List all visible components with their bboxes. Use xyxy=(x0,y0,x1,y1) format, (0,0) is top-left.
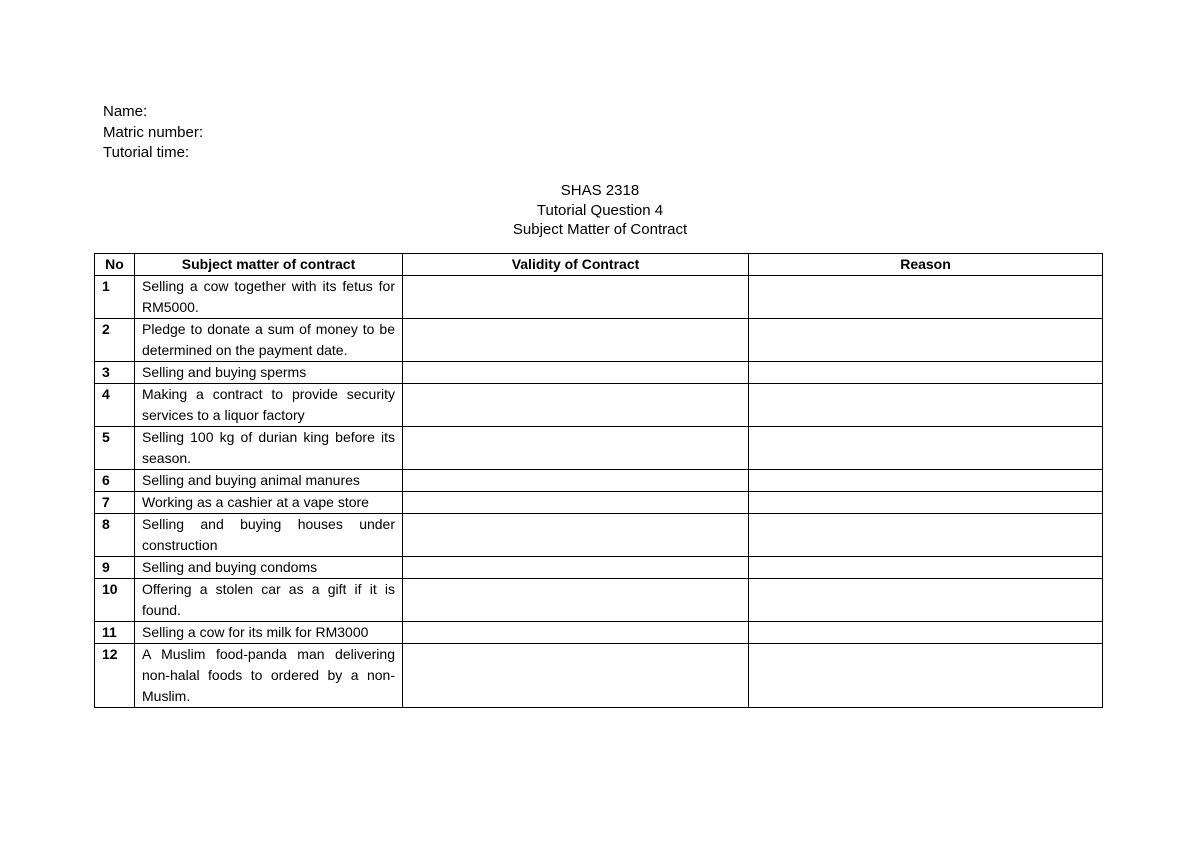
table-row xyxy=(95,276,1103,319)
validity-cell[interactable] xyxy=(403,492,749,514)
table-row xyxy=(95,362,1103,384)
table-row xyxy=(95,514,1103,557)
row-number: 4 xyxy=(95,384,135,427)
row-number: 2 xyxy=(95,319,135,362)
header-no: No xyxy=(95,254,135,276)
table-header-row xyxy=(95,254,1103,276)
subject-cell: Making a contract to provide security services to a liquor factory xyxy=(135,384,403,427)
table-row xyxy=(95,427,1103,470)
reason-cell[interactable] xyxy=(749,492,1103,514)
validity-cell[interactable] xyxy=(403,514,749,557)
reason-cell[interactable] xyxy=(749,276,1103,319)
row-number: 10 xyxy=(95,579,135,622)
reason-cell[interactable] xyxy=(749,362,1103,384)
row-number: 1 xyxy=(95,276,135,319)
name-label: Name: xyxy=(103,103,148,120)
topic-title: Subject Matter of Contract xyxy=(512,221,688,238)
validity-cell[interactable] xyxy=(403,276,749,319)
validity-cell[interactable] xyxy=(403,579,749,622)
table-row xyxy=(95,470,1103,492)
reason-cell[interactable] xyxy=(749,470,1103,492)
subject-cell: Selling and buying animal manures xyxy=(135,470,403,492)
table-row xyxy=(95,319,1103,362)
validity-cell[interactable] xyxy=(403,622,749,644)
table-row xyxy=(95,384,1103,427)
row-number: 11 xyxy=(95,622,135,644)
subject-cell: Offering a stolen car as a gift if it is found. xyxy=(135,579,403,622)
reason-cell[interactable] xyxy=(749,514,1103,557)
header-subject-matter: Subject matter of contract xyxy=(135,254,403,276)
validity-cell[interactable] xyxy=(403,427,749,470)
validity-cell[interactable] xyxy=(403,319,749,362)
validity-cell[interactable] xyxy=(403,362,749,384)
reason-cell[interactable] xyxy=(749,427,1103,470)
validity-cell[interactable] xyxy=(403,644,749,708)
subject-cell: Selling 100 kg of durian king before its season. xyxy=(135,427,403,470)
subject-cell: A Muslim food-panda man delivering non-halal foods to ordered by a non-Muslim. xyxy=(135,644,403,708)
reason-cell[interactable] xyxy=(749,622,1103,644)
row-number: 7 xyxy=(95,492,135,514)
row-number: 8 xyxy=(95,514,135,557)
matric-number-label: Matric number: xyxy=(103,123,204,141)
table-row xyxy=(95,622,1103,644)
document-heading xyxy=(0,181,1200,240)
row-number: 12 xyxy=(95,644,135,708)
tutorial-table xyxy=(94,253,1103,708)
row-number: 9 xyxy=(95,557,135,579)
student-info-block xyxy=(103,102,203,164)
subject-cell: Pledge to donate a sum of money to be determined on the payment date. xyxy=(135,319,403,362)
row-number: 6 xyxy=(95,470,135,492)
course-code: SHAS 2318 xyxy=(560,182,640,199)
subject-cell: Selling a cow for its milk for RM3000 xyxy=(135,622,403,644)
subject-cell: Selling a cow together with its fetus for RM5000. xyxy=(135,276,403,319)
subject-cell: Selling and buying condoms xyxy=(135,557,403,579)
subject-cell: Working as a cashier at a vape store xyxy=(135,492,403,514)
header-reason: Reason xyxy=(749,254,1103,276)
reason-cell[interactable] xyxy=(749,579,1103,622)
tutorial-time-label: Tutorial time: xyxy=(103,144,190,161)
header-validity: Validity of Contract xyxy=(403,254,749,276)
reason-cell[interactable] xyxy=(749,384,1103,427)
tutorial-title: Tutorial Question 4 xyxy=(536,201,664,219)
table-row xyxy=(95,644,1103,708)
subject-cell: Selling and buying sperms xyxy=(135,362,403,384)
row-number: 3 xyxy=(95,362,135,384)
subject-cell: Selling and buying houses under construction xyxy=(135,514,403,557)
validity-cell[interactable] xyxy=(403,470,749,492)
table-row xyxy=(95,557,1103,579)
validity-cell[interactable] xyxy=(403,384,749,427)
table-row xyxy=(95,579,1103,622)
row-number: 5 xyxy=(95,427,135,470)
reason-cell[interactable] xyxy=(749,319,1103,362)
reason-cell[interactable] xyxy=(749,644,1103,708)
table-row xyxy=(95,492,1103,514)
reason-cell[interactable] xyxy=(749,557,1103,579)
validity-cell[interactable] xyxy=(403,557,749,579)
